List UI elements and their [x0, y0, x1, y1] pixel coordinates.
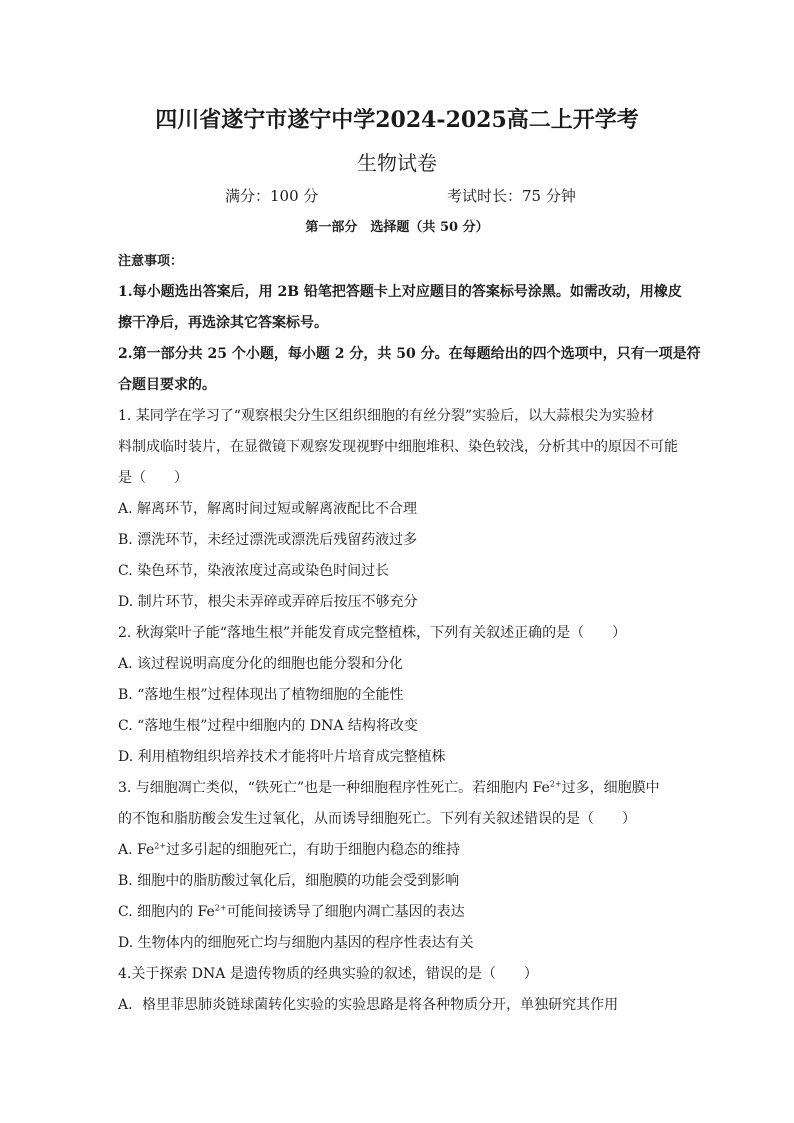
fe-charge-superscript: 2+ — [214, 903, 227, 913]
q2-option-b: B. “落地生根”过程体现出了植物细胞的全能性 — [118, 687, 404, 703]
q1-option-c: C. 染色环节，染液浓度过高或染色时间过长 — [118, 563, 390, 579]
q4-option-a: A．格里菲思肺炎链球菌转化实验的实验思路是将各种物质分开，单独研究其作用 — [118, 997, 619, 1013]
q1-option-b: B. 漂洗环节，未经过漂洗或漂洗后残留药液过多 — [118, 532, 418, 548]
q1-stem-line-2: 料制成临时装片，在显微镜下观察发现视野中细胞堆积、染色较浅，分析其中的原因不可能 — [118, 439, 678, 455]
note-1-line-1: 1.每小题选出答案后，用 2B 铅笔把答题卡上对应题目的答案标号涂黑。如需改动，用橡皮 — [118, 284, 682, 300]
full-score: 满分：100 分 — [225, 187, 319, 205]
fe-charge-superscript: 2+ — [549, 779, 562, 789]
q3-option-a-post: 过多引起的细胞死亡，有助于细胞内稳态的维持 — [166, 842, 461, 858]
exam-duration: 考试时长：75 分钟 — [447, 187, 576, 205]
note-2-line-2: 合题目要求的。 — [118, 377, 216, 393]
q3-option-c-pre: C. 细胞内的 Fe — [118, 904, 215, 920]
note-1-line-2: 擦干净后，再选涂其它答案标号。 — [118, 315, 328, 331]
q3-stem-line-1 — [118, 777, 660, 797]
section-heading: 第一部分 选择题（共 50 分） — [305, 220, 489, 235]
exam-title: 四川省遂宁市遂宁中学2024-2025高二上开学考 — [155, 107, 639, 133]
q2-option-c: C. “落地生根”过程中细胞内的 DNA 结构将改变 — [118, 718, 418, 734]
note-2-line-1: 2.第一部分共 25 个小题，每小题 2 分，共 50 分。在每题给出的四个选项中，只有一项是符 — [118, 346, 701, 362]
q1-stem-line-3: 是（ ） — [118, 470, 188, 486]
exam-subtitle: 生物试卷 — [357, 151, 437, 175]
q3-option-b: B. 细胞中的脂肪酸过氧化后，细胞膜的功能会受到影响 — [118, 873, 460, 889]
q4-stem: 4.关于探索 DNA 是遗传物质的经典实验的叙述，错误的是（ ） — [118, 966, 538, 982]
q2-option-d: D. 利用植物组织培养技术才能将叶片培育成完整植株 — [118, 749, 446, 765]
q2-stem: 2. 秋海棠叶子能“落地生根”并能发育成完整植株，下列有关叙述正确的是（ ） — [118, 625, 627, 641]
q3-stem-part-1: 3. 与细胞凋亡类似，“铁死亡”也是一种细胞程序性死亡。若细胞内 Fe — [118, 780, 550, 796]
q3-option-d: D. 生物体内的细胞死亡均与细胞内基因的程序性表达有关 — [118, 935, 474, 951]
q3-option-c — [118, 901, 465, 921]
q3-option-a — [118, 839, 460, 859]
q1-option-a: A. 解离环节，解离时间过短或解离液配比不合理 — [118, 501, 418, 517]
q1-stem-line-1: 1. 某同学在学习了“观察根尖分生区组织细胞的有丝分裂”实验后，以大蒜根尖为实验材 — [118, 408, 655, 424]
q3-stem-line-2: 的不饱和脂肪酸会发生过氧化，从而诱导细胞死亡。下列有关叙述错误的是（ ） — [118, 811, 636, 827]
q1-option-d: D. 制片环节，根尖未弄碎或弄碎后按压不够充分 — [118, 594, 418, 610]
q3-stem-part-2: 过多，细胞膜中 — [561, 780, 660, 796]
fe-charge-superscript: 2+ — [154, 841, 167, 851]
q3-option-c-post: 可能间接诱导了细胞内凋亡基因的表达 — [226, 904, 465, 920]
q3-option-a-pre: A. Fe — [118, 842, 155, 858]
notes-heading: 注意事项： — [118, 254, 184, 269]
q2-option-a: A. 该过程说明高度分化的细胞也能分裂和分化 — [118, 656, 404, 672]
